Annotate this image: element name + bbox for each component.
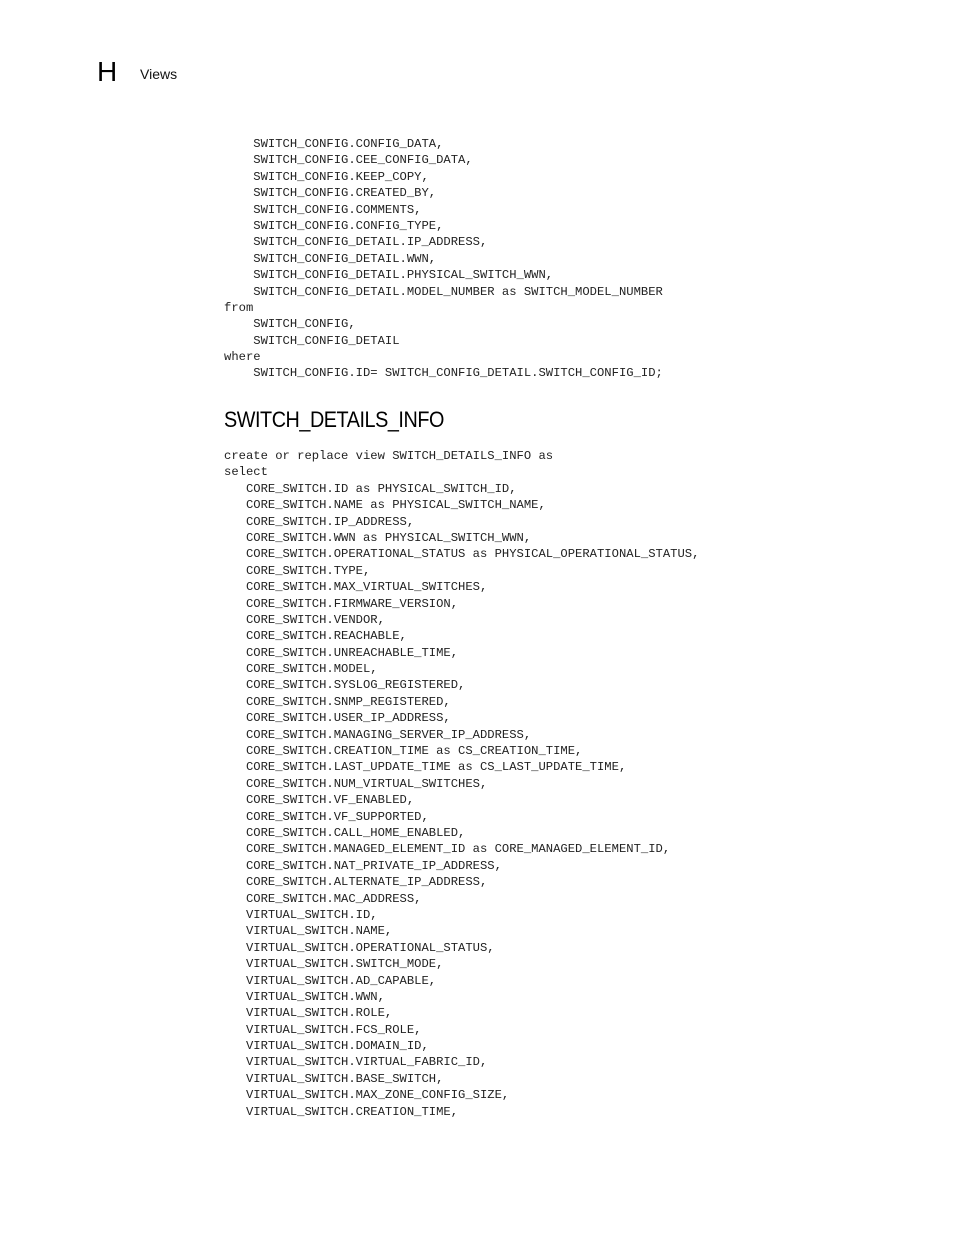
code-line: SWITCH_CONFIG_DETAIL: [224, 333, 400, 348]
code-line: SWITCH_CONFIG.COMMENTS,: [224, 202, 422, 217]
code-line: CORE_SWITCH.MANAGED_ELEMENT_ID as CORE_MANAGED_ELEMENT_ID,: [224, 842, 671, 857]
code-line: CORE_SWITCH.IP_ADDRESS,: [224, 514, 415, 529]
code-line: CORE_SWITCH.OPERATIONAL_STATUS as PHYSICAL_OPERATIONAL_STATUS,: [224, 547, 700, 562]
code-line: where: [224, 350, 261, 365]
code-line: VIRTUAL_SWITCH.ID,: [224, 907, 378, 922]
code-line: select: [224, 465, 268, 480]
code-line: VIRTUAL_SWITCH.BASE_SWITCH,: [224, 1071, 444, 1086]
code-line: SWITCH_CONFIG.CONFIG_TYPE,: [224, 218, 444, 233]
code-line: CORE_SWITCH.MAC_ADDRESS,: [224, 891, 422, 906]
code-line: SWITCH_CONFIG.ID= SWITCH_CONFIG_DETAIL.SWITCH_CONFIG_ID;: [224, 366, 663, 381]
code-line: CORE_SWITCH.FIRMWARE_VERSION,: [224, 596, 459, 611]
code-line: CORE_SWITCH.LAST_UPDATE_TIME as CS_LAST_UPDATE_TIME,: [224, 760, 627, 775]
code-line: CORE_SWITCH.VENDOR,: [224, 612, 385, 627]
code-line: SWITCH_CONFIG_DETAIL.MODEL_NUMBER as SWITCH_MODEL_NUMBER: [224, 284, 663, 299]
section-label: Views: [140, 66, 178, 82]
code-line: from: [224, 300, 254, 315]
code-line: VIRTUAL_SWITCH.SWITCH_MODE,: [224, 957, 444, 972]
code-line: SWITCH_CONFIG.CONFIG_DATA,: [224, 137, 444, 151]
code-line: VIRTUAL_SWITCH.MAX_ZONE_CONFIG_SIZE,: [224, 1088, 510, 1103]
code-line: CORE_SWITCH.REACHABLE,: [224, 629, 407, 644]
code-line: CORE_SWITCH.TYPE,: [224, 563, 371, 578]
code-line: SWITCH_CONFIG.CREATED_BY,: [224, 186, 437, 201]
code-line: CORE_SWITCH.NAT_PRIVATE_IP_ADDRESS,: [224, 858, 502, 873]
code-line: VIRTUAL_SWITCH.AD_CAPABLE,: [224, 973, 437, 988]
code-line: VIRTUAL_SWITCH.VIRTUAL_FABRIC_ID,: [224, 1055, 488, 1070]
code-line: SWITCH_CONFIG.KEEP_COPY,: [224, 169, 429, 184]
code-line: VIRTUAL_SWITCH.FCS_ROLE,: [224, 1022, 422, 1037]
chapter-letter: H: [97, 56, 118, 87]
code-line: CORE_SWITCH.SNMP_REGISTERED,: [224, 694, 451, 709]
code-line: VIRTUAL_SWITCH.OPERATIONAL_STATUS,: [224, 940, 495, 955]
code-line: VIRTUAL_SWITCH.NAME,: [224, 924, 393, 939]
code-line: CORE_SWITCH.MAX_VIRTUAL_SWITCHES,: [224, 580, 488, 595]
code-line: CORE_SWITCH.NUM_VIRTUAL_SWITCHES,: [224, 776, 488, 791]
code-line: CORE_SWITCH.NAME as PHYSICAL_SWITCH_NAME,: [224, 498, 546, 513]
code-line: CORE_SWITCH.UNREACHABLE_TIME,: [224, 645, 459, 660]
code-line: CORE_SWITCH.MANAGING_SERVER_IP_ADDRESS,: [224, 727, 532, 742]
code-line: CORE_SWITCH.ALTERNATE_IP_ADDRESS,: [224, 875, 488, 890]
code-line: CORE_SWITCH.SYSLOG_REGISTERED,: [224, 678, 466, 693]
code-line: VIRTUAL_SWITCH.ROLE,: [224, 1006, 393, 1021]
section-heading: SWITCH_DETAILS_INFO: [224, 407, 444, 432]
code-line: SWITCH_CONFIG,: [224, 317, 356, 332]
code-line: CORE_SWITCH.VF_ENABLED,: [224, 793, 415, 808]
code-block-switch-config: [224, 136, 663, 382]
code-line: SWITCH_CONFIG_DETAIL.PHYSICAL_SWITCH_WWN,: [224, 268, 554, 283]
code-line: create or replace view SWITCH_DETAILS_INFO as: [224, 449, 554, 463]
code-line: CORE_SWITCH.MODEL,: [224, 662, 378, 677]
code-line: VIRTUAL_SWITCH.DOMAIN_ID,: [224, 1039, 429, 1054]
code-line: VIRTUAL_SWITCH.CREATION_TIME,: [224, 1104, 459, 1119]
code-line: CORE_SWITCH.CREATION_TIME as CS_CREATION_TIME,: [224, 744, 583, 759]
code-line: VIRTUAL_SWITCH.WWN,: [224, 989, 385, 1004]
code-line: CORE_SWITCH.USER_IP_ADDRESS,: [224, 711, 451, 726]
code-line: CORE_SWITCH.WWN as PHYSICAL_SWITCH_WWN,: [224, 530, 532, 545]
code-line: CORE_SWITCH.ID as PHYSICAL_SWITCH_ID,: [224, 481, 517, 496]
code-line: SWITCH_CONFIG_DETAIL.WWN,: [224, 251, 437, 266]
code-block-switch-details-info: [224, 448, 699, 1120]
code-line: CORE_SWITCH.CALL_HOME_ENABLED,: [224, 825, 466, 840]
code-line: SWITCH_CONFIG_DETAIL.IP_ADDRESS,: [224, 235, 488, 250]
code-line: CORE_SWITCH.VF_SUPPORTED,: [224, 809, 429, 824]
code-line: SWITCH_CONFIG.CEE_CONFIG_DATA,: [224, 153, 473, 168]
